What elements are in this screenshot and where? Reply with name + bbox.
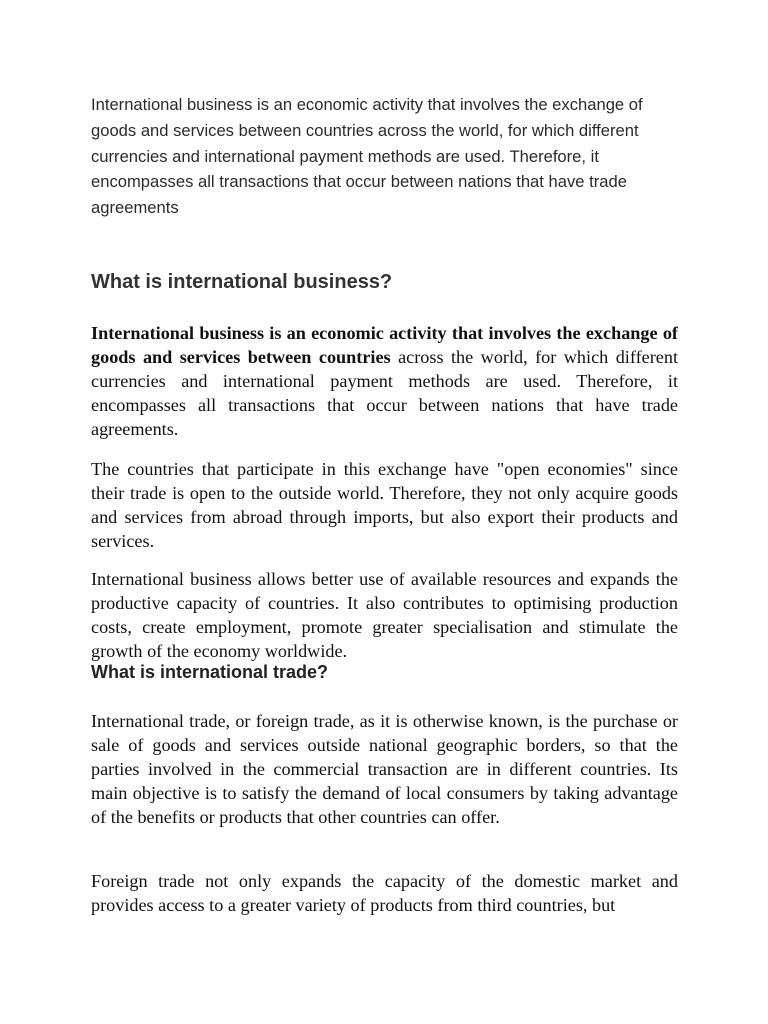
paragraph-definition-bold: International business is an economic activity that involves the exchange of goods and services between countries: [91, 323, 678, 367]
paragraph-foreign-trade: Foreign trade not only expands the capacity of the domestic market and provides access to a greater variety of products from third countries, but: [91, 871, 678, 915]
intro-paragraph: International business is an economic activity that involves the exchange of goods and services between countries across the world, for which different currencies and international payment methods are used. Therefore, it encompasses all transactions that occur between nations that have trade agreements: [91, 95, 643, 218]
heading-international-trade: What is international trade?: [91, 662, 329, 682]
paragraph-definition-rest: across the world, for which different currencies and international payment methods are used. Therefore, it encompasses all transactions that occur between nations that have trade agreements.: [91, 346, 678, 439]
paragraph-definition: [91, 322, 678, 442]
paragraph-trade-definition: International trade, or foreign trade, as it is otherwise known, is the purchase or sale of goods and services outside national geographic borders, so that the parties involved in the commercial transaction are in different countries. Its main objective is to satisfy the demand of local consumers by taking advantage of the benefits or products that other countries can offer.: [91, 711, 678, 827]
heading-international-business: What is international business?: [91, 271, 393, 293]
paragraph-benefits: International business allows better use of available resources and expands the productive capacity of countries. It also contributes to optimising production costs, create employment, promote greater specialisation and stimulate the growth of the economy worldwide.: [91, 569, 678, 661]
paragraph-open-economies: The countries that participate in this exchange have "open economies" since their trade is open to the outside world. Therefore, they not only acquire goods and services from abroad through imports, but also export their products and services.: [91, 459, 678, 551]
